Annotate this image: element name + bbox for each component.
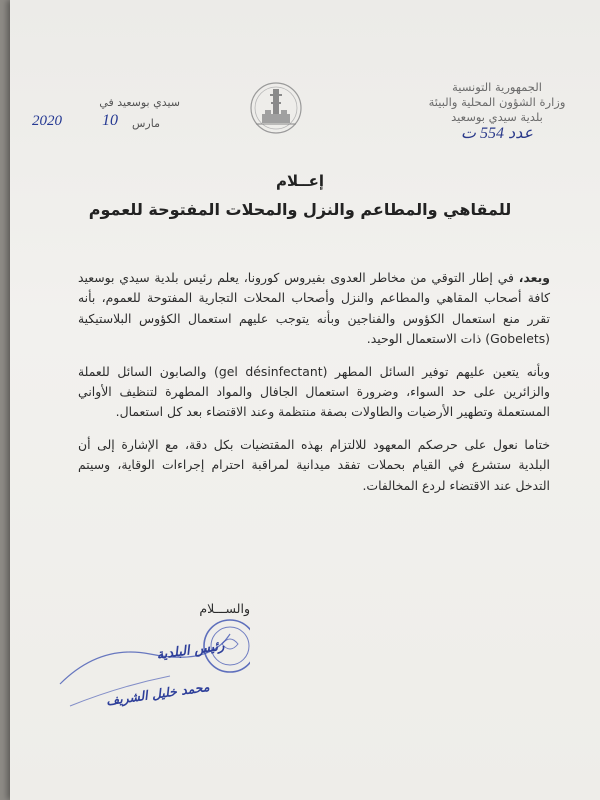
date-month: مارس: [132, 117, 160, 130]
date-row: [30, 114, 180, 136]
date-block: [30, 96, 180, 130]
document-page: [10, 0, 600, 800]
letterhead: [422, 80, 572, 143]
ministry-line: وزارة الشؤون المحلية والبيئة: [428, 95, 566, 109]
date-day: 10: [102, 112, 118, 129]
place-label: سيدي بوسعيد في: [99, 96, 180, 109]
signature-area: [50, 614, 250, 724]
republic-line: الجمهورية التونسية: [452, 80, 542, 94]
notice-body: [78, 268, 550, 508]
signatory-title: رئيس البلدية: [155, 638, 226, 663]
notice-heading: إعــلام: [275, 172, 325, 190]
signatory-name: محمد خليل الشريف: [105, 678, 211, 709]
reference-number: عدد 554 ت: [460, 125, 534, 142]
municipality-line: بلدية سيدي بوسعيد: [451, 110, 543, 124]
paragraph-1-text: في إطار التوقي من مخاطر العدوى بفيروس كورونا، يعلم رئيس بلدية سيدي بوسعيد كافة أصحاب المقاهي والمطاعم والنزل وأصحاب المحلات التجارية المفتوحة للعموم، بأنه تقرر منع استعمال الكؤوس والفناجين وبأنه يتوجب عليهم استعمال الكؤوس البلاستيكية (Gobelets) ذات الاستعمال الوحيد.: [78, 270, 550, 347]
date-year: 2020: [32, 113, 62, 129]
closing-salutation: والســـلام: [199, 601, 250, 616]
paragraph-2: وبأنه يتعين عليهم توفير السائل المطهر (gel désinfectant) والصابون السائل للعملة والزائرين على حد السواء، وضرورة استعمال الجافال والمواد المطهرة لتنظيف الأواني المستعملة وتطهير الأرضيات والطاولات بصفة منتظمة وعند الاقتضاء بعد كل استعمال.: [78, 363, 550, 420]
paragraph-1: [78, 268, 550, 350]
paragraph-1-lead: وبعد،: [518, 270, 550, 285]
paragraph-3: ختاما نعول على حرصكم المعهود للالتزام بهذه المقتضيات بكل دقة، مع الإشارة إلى أن البلدية ستشرع في القيام بحملات تفقد ميدانية لمراقبة احترام إجراءات الوقاية، وسيتم التدخل عند الاقتضاء لردع المخالفات.: [78, 436, 550, 493]
notice-subheading: للمقاهي والمطاعم والنزل والمحلات المفتوحة للعموم: [88, 200, 512, 219]
municipality-emblem-icon: [248, 80, 304, 138]
